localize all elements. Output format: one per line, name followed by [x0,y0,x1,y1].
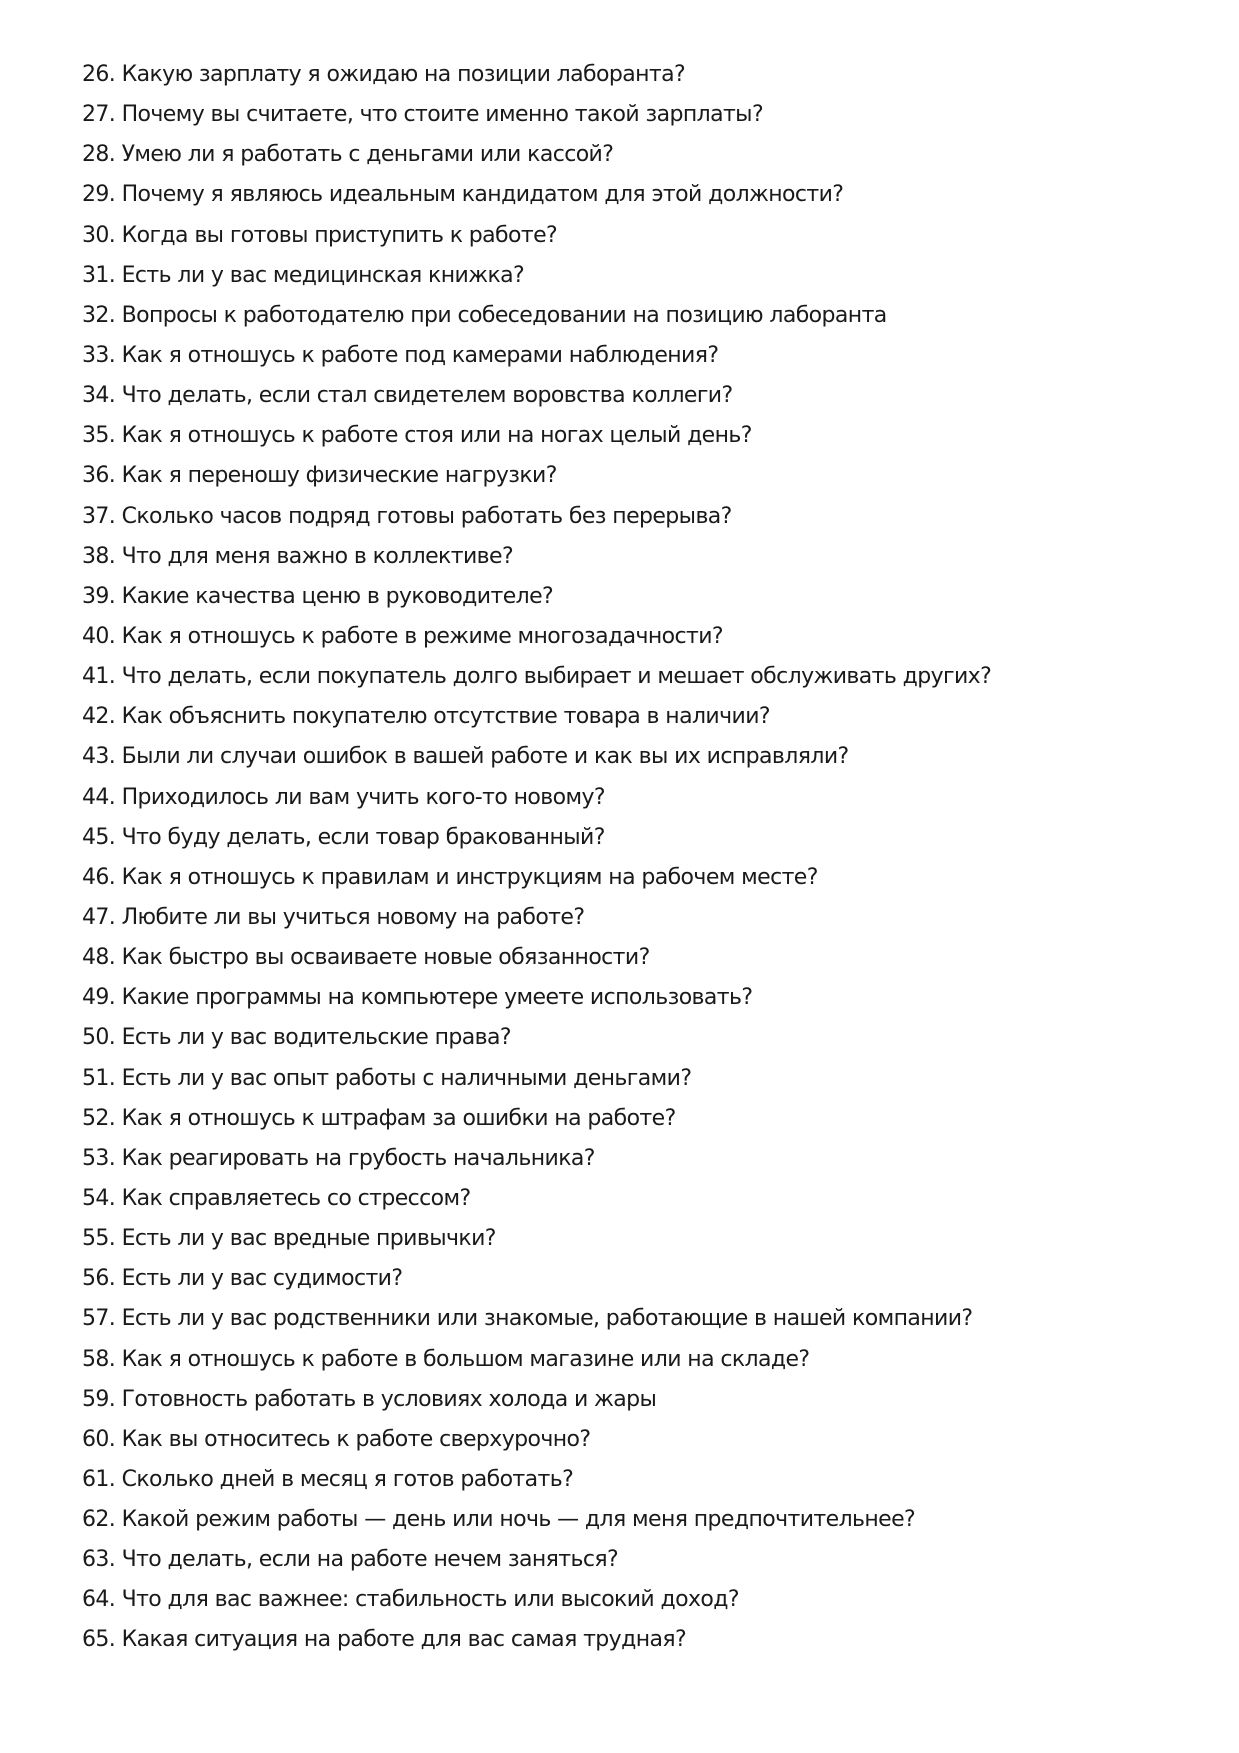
question-text: Есть ли у вас родственники или знакомые, работающие в нашей компании? [121,1306,973,1332]
question-number: 46. [82,864,116,890]
question-item [82,505,991,545]
question-number: 47. [82,904,116,930]
question-number: 61. [82,1466,116,1492]
question-text: Сколько часов подряд готовы работать без перерыва? [121,503,732,529]
question-number: 57. [82,1306,116,1332]
question-number: 64. [82,1587,116,1613]
question-text: Как я отношусь к правилам и инструкциям на рабочем месте? [121,864,818,890]
question-number: 39. [82,583,116,609]
question-number: 41. [82,664,116,690]
question-number: 65. [82,1627,116,1653]
question-text: Какие качества ценю в руководителе? [121,583,554,609]
question-text: Сколько дней в месяц я готов работать? [121,1466,574,1492]
question-item [82,545,991,585]
question-text: Как я отношусь к работе в большом магазине или на складе? [121,1346,810,1372]
question-text: Как я отношусь к работе стоя или на ногах целый день? [121,423,752,449]
question-item [82,1227,991,1267]
question-number: 50. [82,1025,116,1051]
question-item [82,826,991,866]
question-item [82,183,991,223]
question-number: 55. [82,1226,116,1252]
question-item [82,1348,991,1388]
question-text: Какие программы на компьютере умеете использовать? [121,985,753,1011]
question-number: 31. [82,262,116,288]
question-number: 42. [82,704,116,730]
question-item [82,946,991,986]
question-number: 63. [82,1547,116,1573]
question-item [82,384,991,424]
question-item [82,866,991,906]
question-item [82,1107,991,1147]
question-text: Что делать, если стал свидетелем воровства коллеги? [121,383,733,409]
question-text: Вопросы к работодателю при собеседовании на позицию лаборанта [121,302,887,328]
question-number: 54. [82,1185,116,1211]
question-number: 38. [82,543,116,569]
question-number: 26. [82,62,116,87]
question-number: 33. [82,342,116,368]
question-text: Как объяснить покупателю отсутствие товара в наличии? [121,704,771,730]
question-text: Какую зарплату я ожидаю на позиции лаборанта? [121,62,686,87]
question-number: 58. [82,1346,116,1372]
question-item [82,906,991,946]
question-item [82,786,991,826]
question-number: 49. [82,985,116,1011]
question-text: Любите ли вы учиться новому на работе? [121,904,585,930]
question-item [82,1307,991,1347]
question-number: 40. [82,623,116,649]
question-text: Как я отношусь к работе в режиме многозадачности? [121,623,723,649]
question-number: 51. [82,1065,116,1091]
question-text: Что делать, если покупатель долго выбирает и мешает обслуживать других? [121,664,992,690]
question-item [82,625,991,665]
question-number: 52. [82,1105,116,1131]
question-item [82,1588,991,1628]
question-item [82,424,991,464]
question-item [82,705,991,745]
question-number: 35. [82,423,116,449]
question-text: Как я переношу физические нагрузки? [121,463,557,489]
question-number: 34. [82,383,116,409]
question-number: 27. [82,102,116,128]
question-text: Что для меня важно в коллективе? [121,543,514,569]
question-number: 56. [82,1266,116,1292]
question-item [82,1548,991,1588]
question-item [82,1026,991,1066]
question-item [82,304,991,344]
question-item [82,1187,991,1227]
question-text: Есть ли у вас медицинская книжка? [121,262,525,288]
question-number: 45. [82,824,116,850]
question-text: Как справляетесь со стрессом? [121,1185,471,1211]
question-text: Что для вас важнее: стабильность или высокий доход? [121,1587,739,1613]
question-number: 36. [82,463,116,489]
question-text: Как быстро вы осваиваете новые обязанности? [121,945,650,971]
question-text: Что делать, если на работе нечем заняться? [121,1547,619,1573]
question-item [82,1628,991,1668]
question-item [82,585,991,625]
question-text: Как я отношусь к работе под камерами наблюдения? [121,342,719,368]
question-number: 30. [82,222,116,248]
question-number: 44. [82,784,116,810]
question-item [82,1067,991,1107]
question-text: Какая ситуация на работе для вас самая трудная? [121,1627,687,1653]
question-number: 53. [82,1145,116,1171]
question-item [82,1267,991,1307]
question-item [82,264,991,304]
question-text: Как реагировать на грубость начальника? [121,1145,595,1171]
question-item [82,745,991,785]
question-number: 28. [82,142,116,168]
question-number: 37. [82,503,116,529]
question-item [82,224,991,264]
question-item [82,103,991,143]
question-text: Почему я являюсь идеальным кандидатом для этой должности? [121,182,844,208]
question-item [82,1388,991,1428]
question-text: Как я отношусь к штрафам за ошибки на работе? [121,1105,676,1131]
question-text: Какой режим работы — день или ночь — для меня предпочтительнее? [121,1507,916,1533]
question-number: 60. [82,1426,116,1452]
question-text: Когда вы готовы приступить к работе? [121,222,558,248]
question-item [82,1508,991,1548]
question-text: Есть ли у вас опыт работы с наличными деньгами? [121,1065,692,1091]
question-item [82,464,991,504]
question-text: Почему вы считаете, что стоите именно такой зарплаты? [121,102,764,128]
question-text: Есть ли у вас водительские права? [121,1025,511,1051]
question-text: Есть ли у вас вредные привычки? [121,1226,496,1252]
question-number: 59. [82,1386,116,1412]
question-list [82,63,991,1669]
question-number: 32. [82,302,116,328]
question-text: Есть ли у вас судимости? [121,1266,403,1292]
question-item [82,665,991,705]
question-number: 43. [82,744,116,770]
question-item [82,143,991,183]
question-number: 29. [82,182,116,208]
question-text: Были ли случаи ошибок в вашей работе и как вы их исправляли? [121,744,849,770]
question-item [82,1147,991,1187]
question-text: Готовность работать в условиях холода и жары [121,1386,657,1412]
question-item [82,1468,991,1508]
question-item [82,1428,991,1468]
question-item [82,63,991,103]
question-number: 48. [82,945,116,971]
question-text: Что буду делать, если товар бракованный? [121,824,605,850]
question-text: Умею ли я работать с деньгами или кассой? [121,142,614,168]
question-number: 62. [82,1507,116,1533]
question-text: Как вы относитесь к работе сверхурочно? [121,1426,591,1452]
question-text: Приходилось ли вам учить кого-то новому? [121,784,605,810]
question-item [82,344,991,384]
question-item [82,986,991,1026]
